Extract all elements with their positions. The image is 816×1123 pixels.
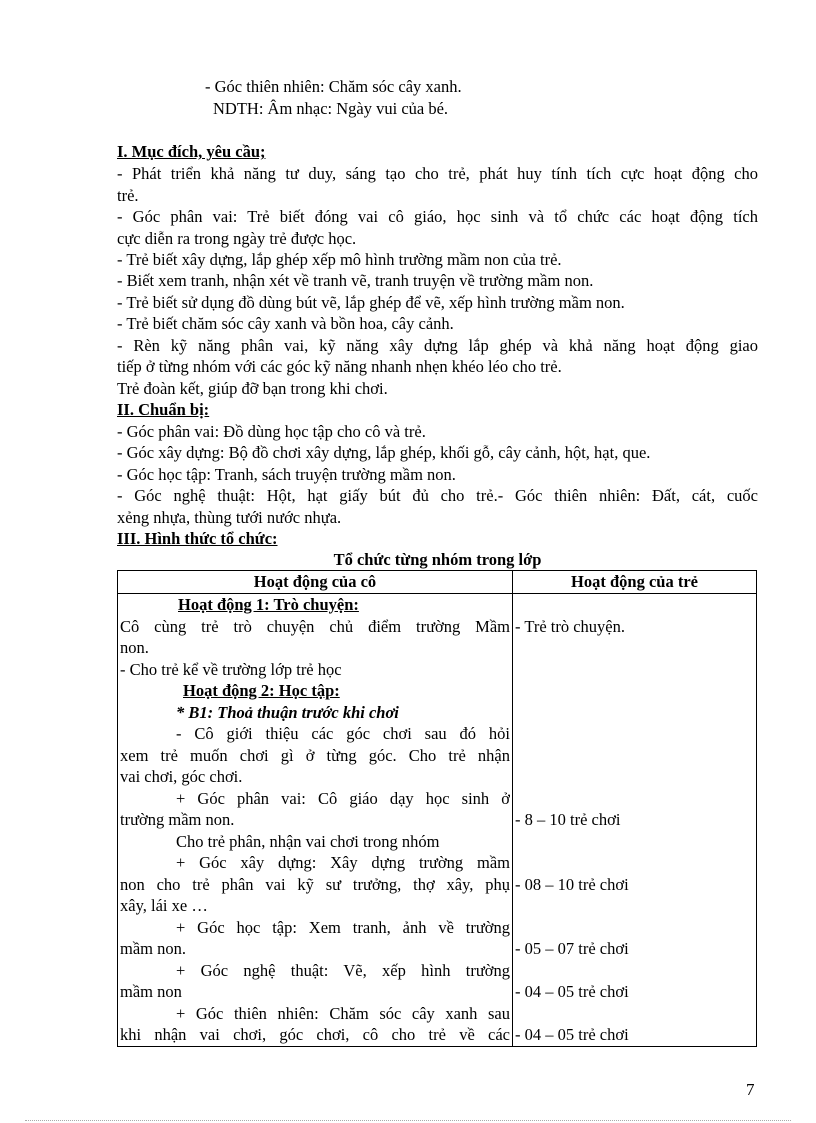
teacher-line: + Góc phân vai: Cô giáo dạy học sinh ở [176,788,510,808]
child-line [515,702,754,724]
s1-line-8: - Rèn kỹ năng phân vai, kỹ năng xây dựng lắp ghép và khả năng hoạt động giao [117,336,758,355]
s1-line-3: cực diễn ra trong ngày trẻ được học. [117,229,357,248]
teacher-line: + Góc thiên nhiên: Chăm sóc cây xanh sau [176,1003,510,1023]
s1-line-7: - Trẻ biết chăm sóc cây xanh và bồn hoa, cây cảnh. [117,314,454,333]
s1-line-6: - Trẻ biết sử dụng đồ dùng bút vẽ, lắp ghép để vẽ, xếp hình trường mầm non. [117,293,625,312]
section-3-heading: III. Hình thức tổ chức: [117,529,278,548]
teacher-line: + Góc xây dựng: Xây dựng trường mầm [176,853,510,872]
page-number: 7 [746,1080,755,1099]
s2-line-0: - Góc phân vai: Đồ dùng học tập cho cô và trẻ. [117,422,426,441]
child-activities-cell [513,594,757,1047]
teacher-line: mầm non. [120,939,186,958]
section-2-heading: II. Chuẩn bị: [117,400,210,419]
child-line [515,788,754,810]
teacher-line: non cho trẻ phân vai kỹ sư trưởng, thợ xây, phụ [120,874,510,894]
activity-table [117,570,757,1047]
teacher-line: * B1: Thoả thuận trước khi chơi [176,702,399,722]
child-line: - Trẻ trò chuyện. [515,616,625,636]
intro-line-1: - Góc thiên nhiên: Chăm sóc cây xanh. [205,77,462,96]
col-header-teacher: Hoạt động của cô [118,571,513,594]
teacher-activities-cell [118,594,513,1047]
child-line [515,766,754,788]
child-line [515,680,754,702]
s1-line-4: - Trẻ biết xây dựng, lắp ghép xếp mô hình trường mầm non của trẻ. [117,250,562,269]
child-line [515,1003,754,1025]
child-line [515,852,754,874]
child-line: - 04 – 05 trẻ chơi [515,1025,629,1044]
table-header-row [118,571,757,594]
teacher-line: vai chơi, góc chơi. [120,767,243,786]
s2-line-1: - Góc xây dựng: Bộ đồ chơi xây dựng, lắp ghép, khối gỗ, cây cảnh, hột, hạt, que. [117,443,651,462]
col-header-child: Hoạt động của trẻ [513,571,757,594]
child-line [515,831,754,853]
teacher-line: xây, lái xe … [120,896,208,915]
teacher-line: - Cô giới thiệu các góc chơi sau đó hỏi [176,724,510,743]
s2-line-3: - Góc nghệ thuật: Hột, hạt giấy bút đủ cho trẻ.- Góc thiên nhiên: Đất, cát, cuốc [117,486,758,505]
teacher-line: Cô cùng trẻ trò chuyện chủ điểm trường Mầm [120,616,510,636]
teacher-line: + Góc nghệ thuật: Vẽ, xếp hình trường [176,960,510,980]
intro-line-2: NDTH: Âm nhạc: Ngày vui của bé. [213,99,449,118]
child-line [515,917,754,939]
teacher-line: Hoạt động 1: Trò chuyện: [178,595,359,614]
teacher-line: + Góc học tập: Xem tranh, ảnh về trường [176,917,510,937]
s1-line-1: trẻ. [117,186,139,205]
teacher-line: Hoạt động 2: Học tập: [183,681,340,700]
teacher-line: trường mầm non. [120,810,235,829]
child-line [515,960,754,982]
teacher-line: non. [120,638,149,657]
section-1-heading: I. Mục đích, yêu cầu; [117,142,266,161]
teacher-line: - Cho trẻ kể về trường lớp trẻ học [120,659,342,679]
child-line: - 08 – 10 trẻ chơi [515,874,629,894]
child-line: - 8 – 10 trẻ chơi [515,810,621,829]
child-line: - 04 – 05 trẻ chơi [515,982,629,1001]
child-line [515,659,754,681]
s2-line-2: - Góc học tập: Tranh, sách truyện trường mầm non. [117,465,456,484]
section-3-subheading: Tổ chức từng nhóm trong lớp [333,550,542,569]
child-line: - 05 – 07 trẻ chơi [515,939,629,958]
page-bottom-rule [25,1120,791,1121]
table-row [118,594,757,1047]
s1-line-9: tiếp ở từng nhóm với các góc kỹ năng nhanh nhẹn khéo léo cho trẻ. [117,357,562,376]
teacher-line: xem trẻ muốn chơi gì ở từng góc. Cho trẻ nhận [120,745,510,765]
s1-line-2: - Góc phân vai: Trẻ biết đóng vai cô giáo, học sinh và tổ chức các hoạt động tích [117,207,758,226]
s2-line-4: xẻng nhựa, thùng tưới nước nhựa. [117,508,342,527]
teacher-line: khi nhận vai chơi, góc chơi, cô cho trẻ về các [120,1025,510,1044]
child-line [515,745,754,767]
child-line [515,594,754,616]
s1-line-5: - Biết xem tranh, nhận xét về tranh vẽ, tranh truyện về trường mầm non. [117,271,594,290]
child-line [515,895,754,917]
child-line [515,723,754,745]
teacher-line: Cho trẻ phân, nhận vai chơi trong nhóm [176,831,440,851]
s1-line-10: Trẻ đoàn kết, giúp đỡ bạn trong khi chơi. [117,379,388,398]
teacher-line: mầm non [120,982,182,1001]
child-line [515,637,754,659]
s1-line-0: - Phát triển khả năng tư duy, sáng tạo cho trẻ, phát huy tính tích cực hoạt động cho [117,164,758,183]
